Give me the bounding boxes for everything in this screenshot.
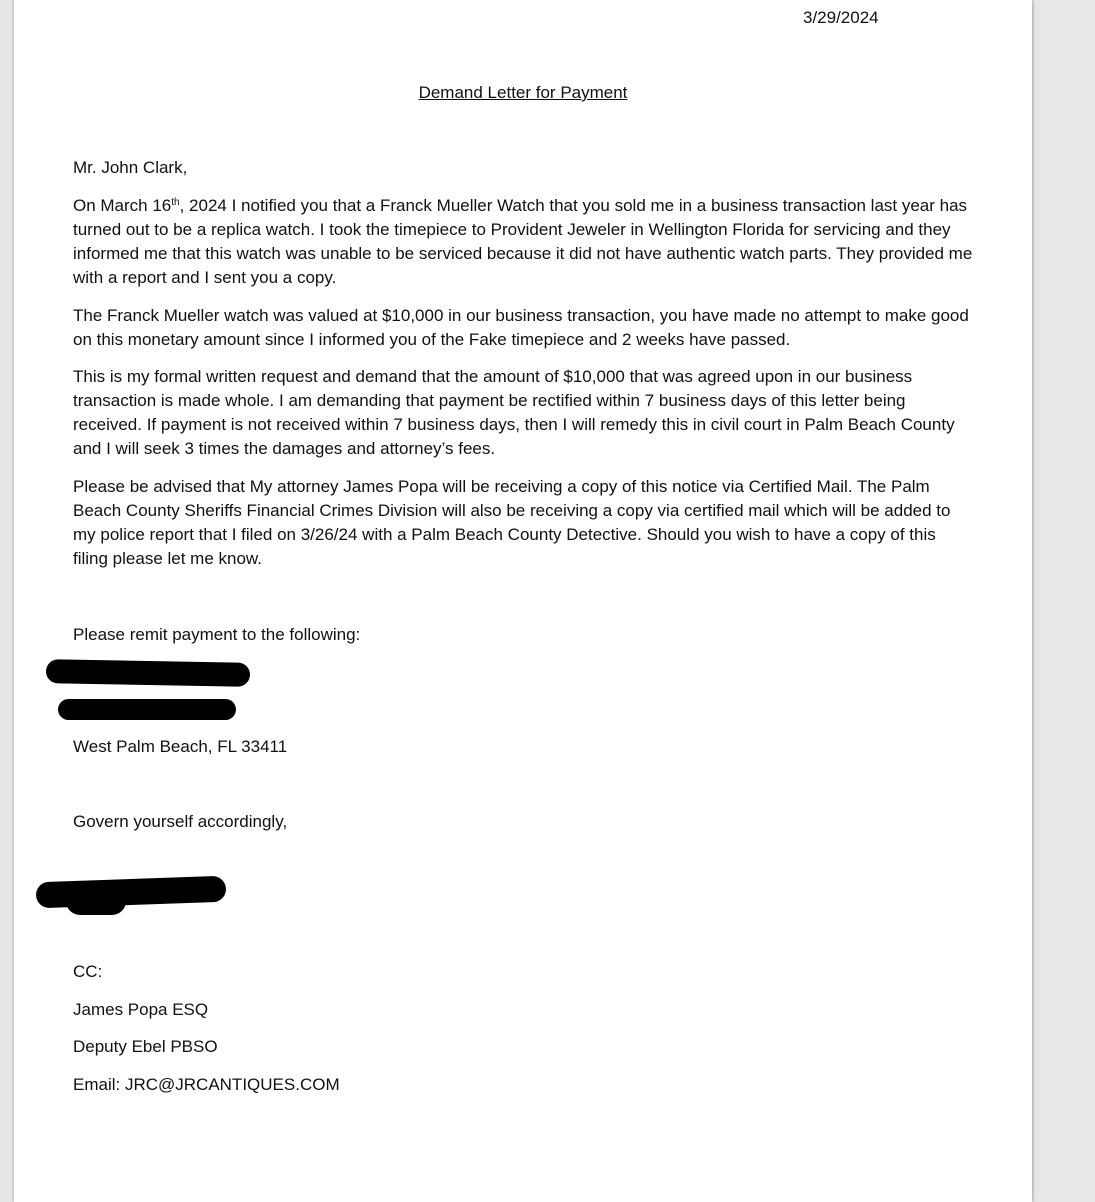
remit-label: Please remit payment to the following: [73, 625, 361, 644]
cc-label: CC: [73, 962, 103, 981]
ordinal-suffix: th [171, 197, 180, 208]
paragraph-2-text: The Franck Mueller watch was valued at $10,000 in our business transaction, you have made no attempt to make good on this monetary amount since I informed you of the Fake timepiece and 2 weeks have passed. [73, 306, 969, 349]
letter-title: Demand Letter for Payment [418, 83, 628, 102]
paragraph-1-rest: , 2024 I notified you that a Franck Mueller Watch that you sold me in a business transaction last year has turned out to be a replica watch. I took the timepiece to Provident Jeweler in Wellington Florida for servicing and they informed me that this watch was unable to be serviced because it did not have authentic watch parts. They provided me with a report and I sent you a copy. [73, 196, 973, 287]
viewer-margin [1040, 0, 1095, 1202]
redaction-mark-2 [58, 699, 236, 720]
closing: Govern yourself accordingly, [73, 812, 288, 831]
salutation: Mr. John Clark, [73, 158, 188, 177]
cc-item-deputy: Deputy Ebel PBSO [73, 1037, 218, 1056]
cc-item-email: Email: JRC@JRCANTIQUES.COM [73, 1075, 340, 1094]
signature-redaction [36, 876, 227, 909]
paragraph-1 [73, 194, 973, 290]
paragraph-1-start: On March 16 [73, 196, 172, 215]
address-city: West Palm Beach, FL 33411 [73, 737, 288, 756]
cc-item-attorney: James Popa ESQ [73, 1000, 209, 1019]
paragraph-4-text: Please be advised that My attorney James Popa will be receiving a copy of this notice via Certified Mail. The Palm Beach County Sheriffs Financial Crimes Division will also be receiving a copy via certified mail which will be added to my police report that I filed on 3/26/24 with a Palm Beach County Detective. Should you wish to have a copy of this filing please let me know. [73, 477, 951, 568]
paragraph-3 [73, 365, 973, 461]
document-page [14, 0, 1032, 1202]
paragraph-2 [73, 304, 973, 352]
paragraph-4 [73, 475, 973, 571]
letter-date: 3/29/2024 [803, 8, 879, 27]
signature-redaction-blob [66, 887, 126, 915]
paragraph-3-text: This is my formal written request and demand that the amount of $10,000 that was agreed upon in our business transaction is made whole. I am demanding that payment be rectified within 7 business days of this letter being received. If payment is not received within 7 business days, then I will remedy this in civil court in Palm Beach County and I will seek 3 times the damages and attorney’s fees. [73, 367, 955, 458]
redaction-mark-1 [46, 659, 250, 687]
